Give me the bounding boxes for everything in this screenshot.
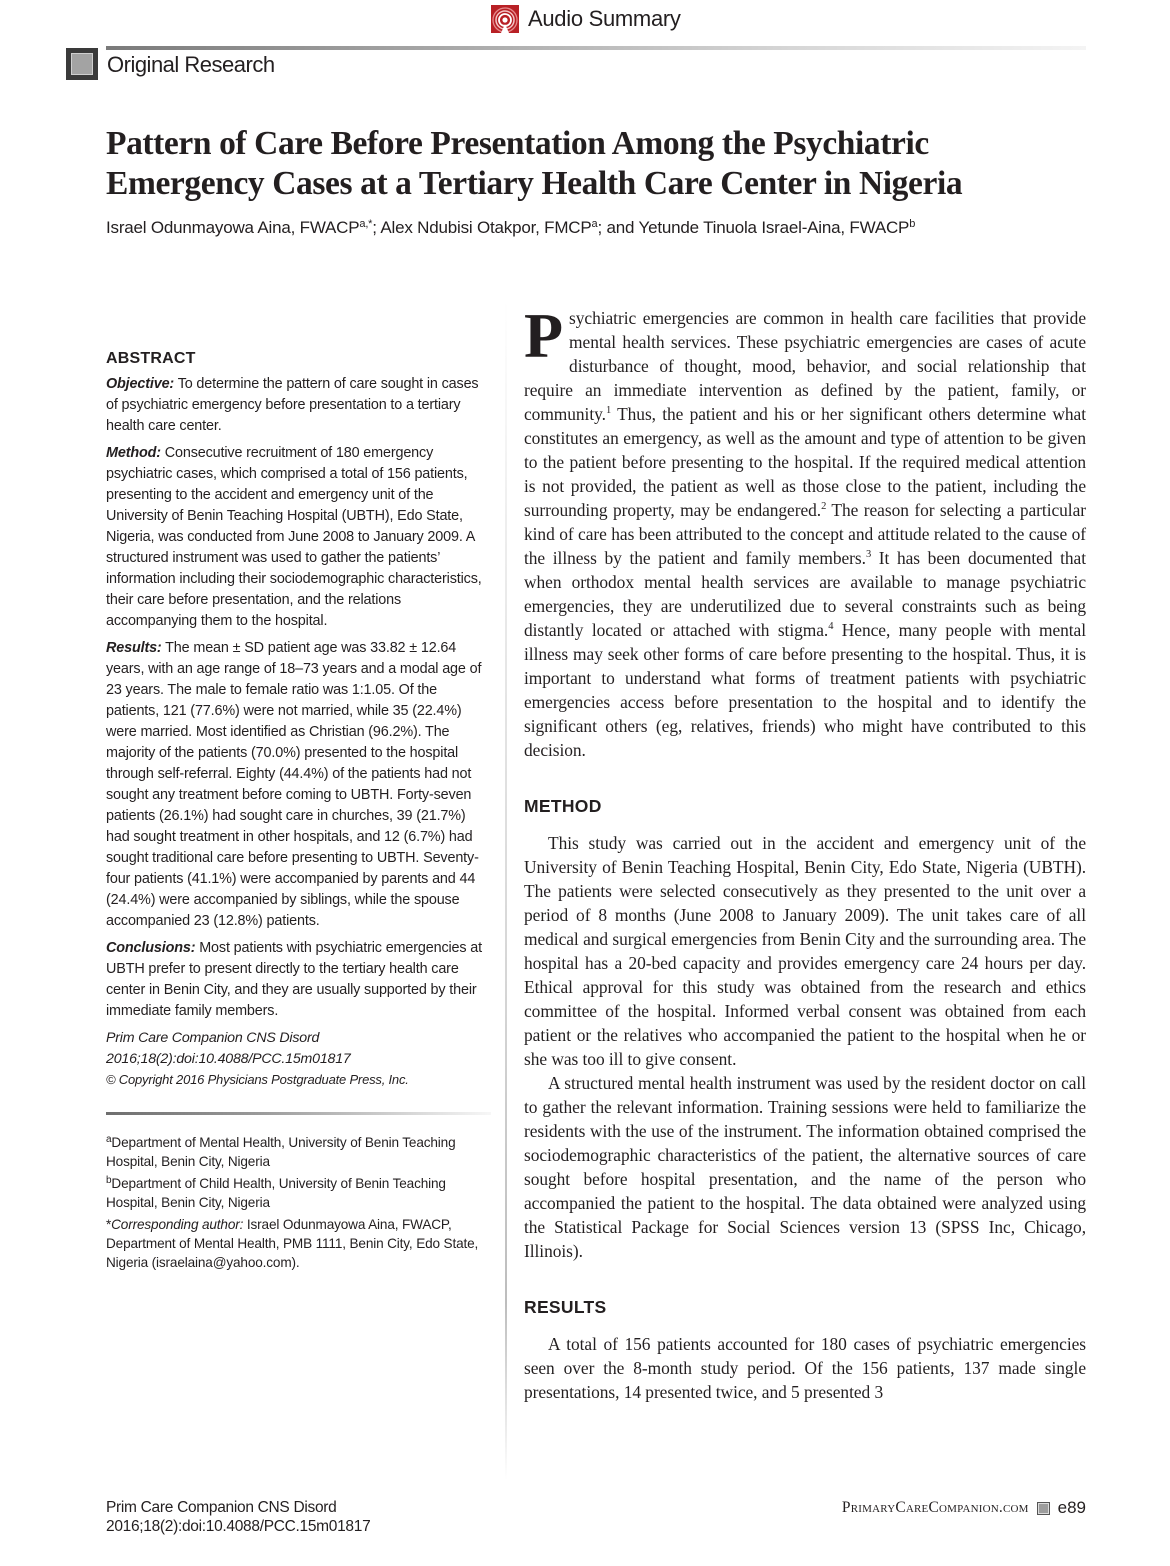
citation-journal: Prim Care Companion CNS Disord	[106, 1030, 320, 1046]
affiliation-sup: b	[106, 1175, 112, 1186]
abstract-divider	[106, 1112, 491, 1115]
reference-4[interactable]: 4	[828, 621, 834, 632]
intro-text: Thus, the patient and his or her significant others determine what constitutes an emergency, as well as the amount and type of attention to be given to the patient before presenting to the hospital. If the required medical attention is not provided, the patient as well as those close to the patient, including the surrounding property, may be endangered.	[524, 404, 1086, 520]
page-number: e89	[1057, 1498, 1086, 1517]
affiliation-b	[106, 1174, 491, 1212]
intro-paragraph	[524, 300, 1086, 762]
objective-label: Objective:	[106, 376, 175, 392]
author-name: Alex Ndubisi Otakpor, FMCP	[380, 218, 592, 237]
square-bullet-icon	[1037, 1502, 1050, 1515]
affiliation-a	[106, 1133, 491, 1171]
author-separator: ;	[372, 218, 381, 237]
article-title: Pattern of Care Before Presentation Among the Psychiatric Emergency Cases at a Tertiary Health Care Center in Nigeria	[106, 125, 963, 202]
footer-citation	[106, 1498, 370, 1536]
results-heading: RESULTS	[524, 1297, 607, 1317]
abstract-results	[106, 638, 491, 932]
reference-2[interactable]: 2	[821, 501, 827, 512]
abstract-heading: ABSTRACT	[106, 350, 196, 367]
abstract-column	[106, 350, 491, 1275]
section-label: Original Research	[107, 52, 275, 77]
author-name: Yetunde Tinuola Israel-Aina, FWACP	[638, 218, 910, 237]
header-rule	[106, 46, 1086, 50]
asterisk: *	[106, 1217, 112, 1232]
intro-text: sychiatric emergencies are common in health care facilities that provide mental health services. These psychiatric emergencies are cases of acute disturbance of thought, mood, behavior, and social relationship that require an immediate intervention as defined by the patient, family, or community.	[524, 308, 1086, 424]
section-square-icon	[66, 48, 98, 80]
footer-doi: 2016;18(2):doi:10.4088/PCC.15m01817	[106, 1518, 371, 1535]
drop-cap: P	[524, 300, 564, 371]
citation-doi[interactable]: 2016;18(2):doi:10.4088/PCC.15m01817	[106, 1051, 351, 1067]
results-text: The mean ± SD patient age was 33.82 ± 12.64 years, with an age range of 18–73 years and a modal age of 23 years. The male to female ratio was 1:1.05. Of the patients, 121 (77.6%) were not married, while 35 (22.4%) were married. Most identified as Christian (96.2%). The majority of the patients (70.0%) presented to the hospital through self-referral. Eighty (44.4%) of the patients had not sought any treatment before coming to UBTH. Forty-seven patients (26.1%) had sought care in churches, 39 (21.7%) had sought treatment in other hospitals, and 12 (6.7%) had sought traditional care before presenting to UBTH. Seventy-four patients (41.1%) were accompanied by parents and 44 (24.4%) were accompanied by siblings, while the spouse accompanied 23 (12.8%) patients.	[106, 640, 482, 929]
intro-text: It has been documented that when orthodox mental health services are available to manage psychiatric emergencies, they are underutilized due to several constraints such as being distantly located or attached with stigma.	[524, 548, 1086, 640]
intro-text: The reason for selecting a particular kind of care has been attributed to the concept and attitude related to the cause of the illness by the patient and family members.	[524, 500, 1086, 568]
author-separator: ; and	[597, 218, 639, 237]
author-affiliation-sup: b	[909, 218, 916, 230]
author-list	[106, 218, 1086, 238]
method-heading: METHOD	[524, 796, 602, 816]
results-paragraph-1: A total of 156 patients accounted for 180 cases of psychiatric emergencies seen over the 8-month study period. Of the 156 patients, 137 made single presentations, 14 presented twice, and 5 presented 3	[524, 1334, 1086, 1402]
audio-summary-label: Audio Summary	[528, 6, 681, 31]
method-label: Method:	[106, 445, 161, 461]
author-affiliation-sup: a,*	[359, 218, 373, 230]
abstract-objective	[106, 374, 491, 437]
intro-text: Hence, many people with mental illness may seek other forms of care before presenting to the hospital. Thus, it is important to understand what forms of treatment patients with psychiatric emergencies access before presentation to the hospital and to identify the significant others (eg, relatives, friends) who might have contributed to this decision.	[524, 620, 1086, 760]
author-name: Israel Odunmayowa Aina, FWACP	[106, 218, 360, 237]
footer-right	[842, 1498, 1086, 1518]
citation	[106, 1028, 491, 1070]
author-affiliation-sup: a	[591, 218, 598, 230]
abstract-method	[106, 443, 491, 632]
column-divider	[505, 300, 507, 1480]
audio-wave-icon	[491, 5, 519, 33]
method-paragraph-1: This study was carried out in the accident and emergency unit of the University of Benin Teaching Hospital, Benin City, Edo State, Nigeria (UBTH). The patients were selected consecutively as they presented to the unit over a period of 8 months (June 2008 to January 2009). The unit takes care of all medical and surgical emergencies from Benin City and the surrounding area. The hospital has a 20-bed capacity and provides emergency care 24 hours per day. Ethical approval for this study was obtained from the research and ethics committee of the hospital. Informed verbal consent was obtained from each patient or the relatives who accompanied the patient to the hospital when he or she was too ill to give consent.	[524, 833, 1086, 1069]
footer-journal: Prim Care Companion CNS Disord	[106, 1499, 337, 1516]
body-column	[524, 300, 1086, 1404]
results-label: Results:	[106, 640, 162, 656]
corresponding-text: Israel Odunmayowa Aina, FWACP, Department of Mental Health, PMB 1111, Benin City, Edo State, Nigeria (israelaina@yahoo.com).	[106, 1217, 479, 1270]
reference-3[interactable]: 3	[865, 549, 872, 560]
conclusions-label: Conclusions:	[106, 940, 196, 956]
method-paragraph-2: A structured mental health instrument was used by the resident doctor on call to gather the relevant information. Training sessions were held to familiarize the residents with the use of the instrument. The information obtained comprised the sociodemographic characteristics of the patient, the alternative sources of care sought before hospital presentation, and the name of the person who accompanied the patient to the hospital. The data obtained were analyzed using the Statistical Package for Social Sciences version 13 (SPSS Inc, Chicago, Illinois).	[524, 1073, 1086, 1261]
affiliation-text: Department of Child Health, University of Benin Teaching Hospital, Benin City, Nigeria	[106, 1176, 446, 1210]
copyright: © Copyright 2016 Physicians Postgraduate Press, Inc.	[106, 1072, 409, 1087]
abstract-conclusions	[106, 938, 491, 1022]
conclusions-text: Most patients with psychiatric emergencies at UBTH prefer to present directly to the tertiary health care center in Benin City, and they are usually supported by their immediate family members.	[106, 940, 482, 1019]
footer-site-link[interactable]: PrimaryCareCompanion.com	[841, 1499, 1029, 1516]
affiliation-text: Department of Mental Health, University of Benin Teaching Hospital, Benin City, Nigeria	[106, 1135, 456, 1169]
affiliation-sup: a	[106, 1134, 112, 1145]
reference-1[interactable]: 1	[605, 405, 612, 416]
audio-summary-link[interactable]	[491, 4, 681, 34]
corresponding-label: Corresponding author:	[111, 1217, 244, 1232]
corresponding-author	[106, 1215, 491, 1272]
method-text: Consecutive recruitment of 180 emergency psychiatric cases, which comprised a total of 156 patients, presenting to the accident and emergency unit of the University of Benin Teaching Hospital (UBTH), Edo State, Nigeria, was conducted from June 2008 to January 2009. A structured instrument was used to gather the patients’ information including their sociodemographic characteristics, their care before presentation, and the relations accompanying them to the hospital.	[106, 445, 482, 629]
objective-text: To determine the pattern of care sought in cases of psychiatric emergency before presentation to a tertiary health care center.	[106, 376, 479, 434]
